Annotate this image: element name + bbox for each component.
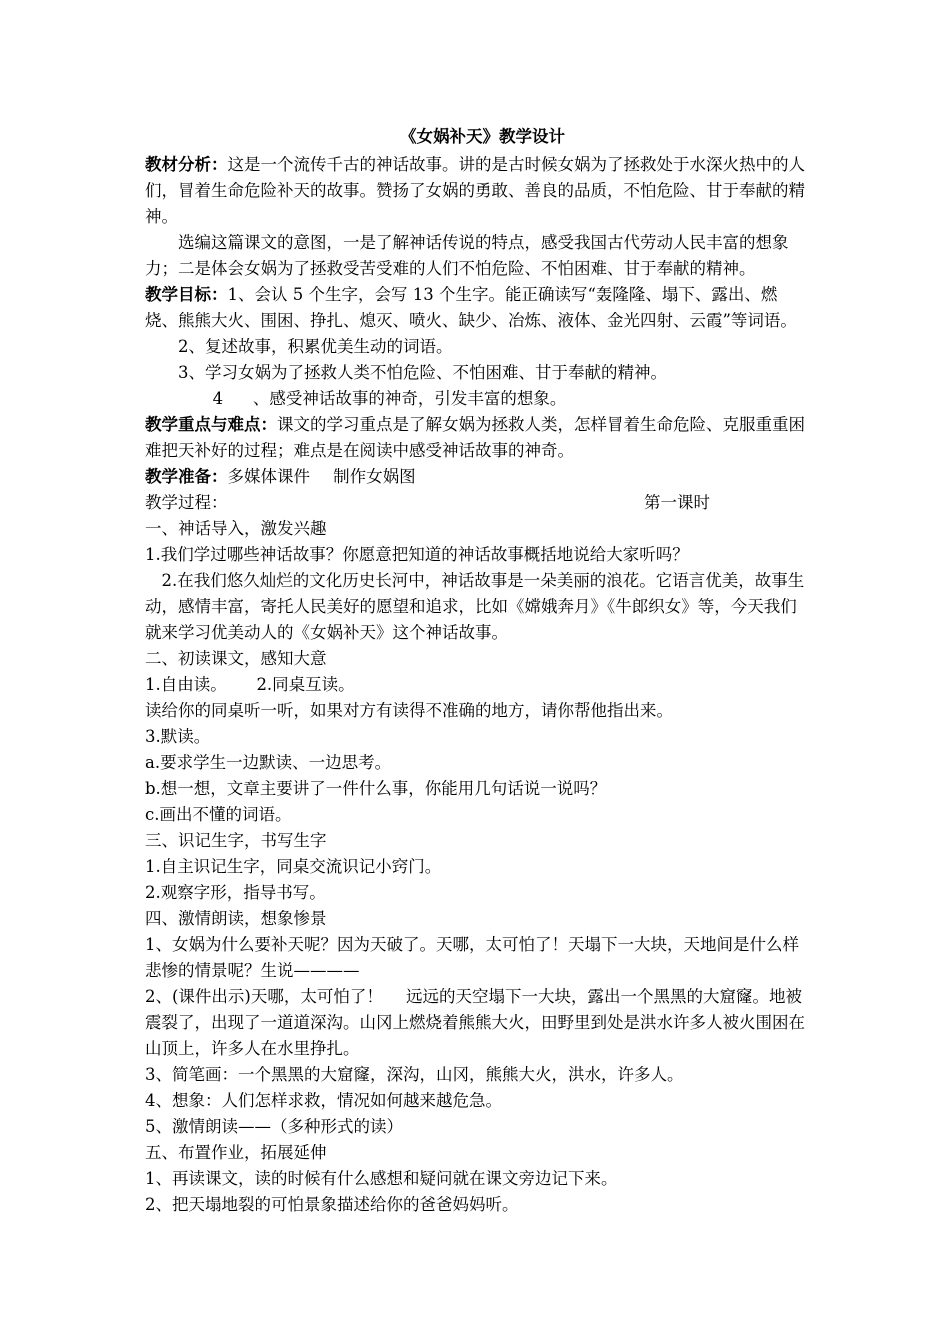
- pair-read: 2.同桌互读。: [256, 675, 355, 694]
- section-1-item-2: 2.在我们悠久灿烂的文化历史长河中，神话故事是一朵美丽的浪花。它语言优美，故事生动，感情丰富，寄托人民美好的愿望和追求，比如《嫦娥奔月》《牛郎织女》等，今天我们就来学习优美动人的《女娲补天》这个神话故事。: [145, 571, 805, 642]
- goal-4-number: 4: [212, 389, 224, 408]
- goal-4-text: 、感受神话故事的神奇，引发丰富的想象。: [252, 389, 567, 408]
- section-4-item-2-lead: 2、(课件出示)天哪，太可怕了！: [145, 987, 383, 1006]
- section-2-item-2: 读给你的同桌听一听，如果对方有读得不准确的地方，请你帮他指出来。: [145, 701, 673, 720]
- goals-label: 教学目标：: [145, 285, 228, 304]
- goals-paragraph: [145, 282, 810, 334]
- lesson-label: 第一课时: [644, 493, 710, 512]
- key-text: 课文的学习重点是了解女娲为拯救人类，怎样冒着生命危险、克服重重困难把天补好的过程；难点是在阅读中感受神话故事的神奇。: [145, 415, 805, 460]
- goal-1: 1、会认 5 个生字，会写 13 个生字。能正确读写“轰隆隆、塌下、露出、燃烧、熊熊大火、围困、挣扎、熄灭、喷火、缺少、冶炼、液体、金光四射、云霞”等词语。: [145, 285, 797, 330]
- goal-4: [145, 386, 810, 412]
- goal-2: 2、复述故事，积累优美生动的词语。: [178, 337, 453, 356]
- section-4-item-2: [145, 984, 810, 1062]
- document-title: 《女娲补天》教学设计: [400, 127, 565, 146]
- section-4-item-3: 3、简笔画：一个黑黑的大窟窿，深沟，山冈，熊熊大火，洪水，许多人。: [145, 1065, 684, 1084]
- section-2-item-b: b.想一想，文章主要讲了一件什么事，你能用几句话说一说吗？: [145, 779, 607, 798]
- section-3-item-2: 2.观察字形，指导书写。: [145, 883, 326, 902]
- free-read: 1.自由读。: [145, 675, 227, 694]
- section-1-title: 一、神话导入，激发兴趣: [145, 519, 327, 538]
- section-1-item-1: 1.我们学过哪些神话故事？你愿意把知道的神话故事概括地说给大家听吗？: [145, 545, 689, 564]
- section-4-title: 四、激情朗读，想象惨景: [145, 909, 327, 928]
- process-label: 教学过程：: [145, 493, 228, 512]
- section-3-item-1: 1.自主识记生字，同桌交流识记小窍门。: [145, 857, 442, 876]
- analysis-paragraph: [145, 152, 810, 230]
- key-label: 教学重点与难点：: [145, 415, 277, 434]
- prep-item-1: 多媒体课件: [227, 467, 310, 486]
- section-5-item-1: 1、再读课文，读的时候有什么感想和疑问就在课文旁边记下来。: [145, 1169, 618, 1188]
- goal-3: 3、学习女娲为了拯救人类不怕危险、不怕困难、甘于奉献的精神。: [178, 363, 667, 382]
- section-2-item-c: c.画出不懂的词语。: [145, 805, 292, 824]
- section-5-item-2: 2、把天塌地裂的可怕景象描述给你的爸爸妈妈听。: [145, 1195, 519, 1214]
- section-4-item-2-body: 远远的天空塌下一大块，露出一个黑黑的大窟窿。地被震裂了，出现了一道道深沟。山冈上燃烧着熊熊大火，田野里到处是洪水许多人被火围困在山顶上，许多人在水里挣扎。: [145, 987, 805, 1058]
- section-2-item-3: 3.默读。: [145, 727, 211, 746]
- section-3-title: 三、识记生字，书写生字: [145, 831, 327, 850]
- prep-item-2: 制作女娲图: [333, 467, 416, 486]
- process-row: [145, 490, 810, 516]
- section-2-item-a: a.要求学生一边默读、一边思考。: [145, 753, 392, 772]
- analysis-paragraph-2: 选编这篇课文的意图，一是了解神话传说的特点，感受我国古代劳动人民丰富的想象力；二是体会女娲为了拯救受苦受难的人们不怕危险、不怕困难、甘于奉献的精神。: [145, 233, 789, 278]
- analysis-text: 这是一个流传千古的神话故事。讲的是古时候女娲为了拯救处于水深火热中的人们，冒着生命危险补天的故事。赞扬了女娲的勇敢、善良的品质，不怕危险、甘于奉献的精神。: [145, 155, 805, 226]
- section-2-title: 二、初读课文，感知大意: [145, 649, 327, 668]
- section-4-item-5: 5、激情朗读——（多种形式的读）: [145, 1117, 403, 1136]
- section-4-item-4: 4、想象：人们怎样求救，情况如何越来越危急。: [145, 1091, 502, 1110]
- prep-label: 教学准备：: [145, 467, 228, 486]
- analysis-label: 教材分析：: [145, 155, 228, 174]
- section-5-title: 五、布置作业，拓展延伸: [145, 1143, 327, 1162]
- key-paragraph: [145, 412, 810, 464]
- document-page: [145, 122, 810, 1218]
- section-2-item-1: [145, 672, 810, 698]
- prep-paragraph: [145, 464, 810, 490]
- section-4-item-1: 1、女娲为什么要补天呢？因为天破了。天哪，太可怕了！天塌下一大块，天地间是什么样悲惨的情景呢？生说————: [145, 935, 799, 980]
